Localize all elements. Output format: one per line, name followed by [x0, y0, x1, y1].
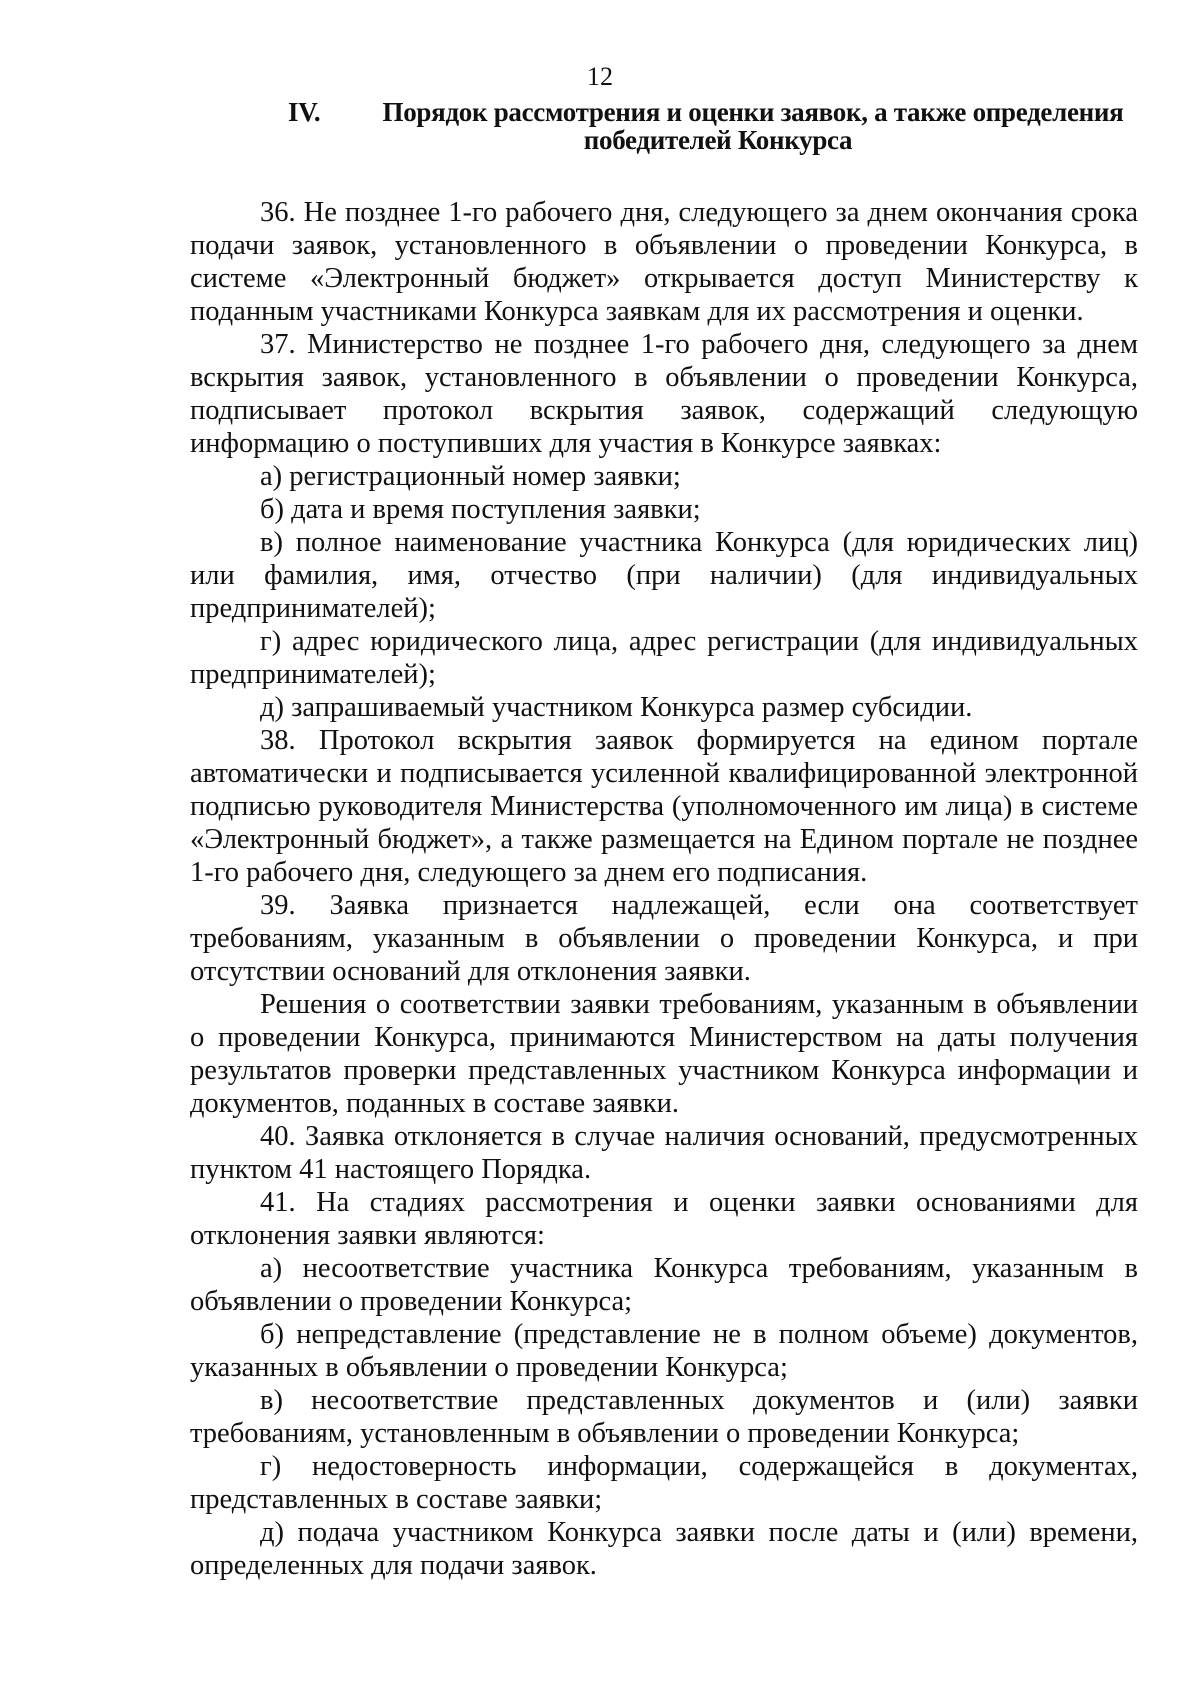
paragraph-37-item-b: б) дата и время поступления заявки;: [260, 494, 701, 525]
paragraph-41: 41. На стадиях рассмотрения и оценки заявки основаниями для отклонения заявки являются:: [190, 1187, 1138, 1251]
page-number: 12: [587, 62, 613, 91]
paragraph-41-item-a: а) несоответствие участника Конкурса требованиям, указанным в объявлении о проведении Конкурса;: [190, 1253, 1138, 1317]
section-number: IV.: [288, 97, 321, 127]
document-body: [190, 196, 1138, 1582]
paragraph-37: 37. Министерство не позднее 1-го рабочего дня, следующего за днем вскрытия заявок, установленного в объявлении о проведении Конкурса, подписывает протокол вскрытия заявок, содержащий следующую информацию о поступивших для участия в Конкурсе заявках:: [190, 329, 1138, 459]
section-heading: [288, 98, 1148, 154]
paragraph-41-item-v: в) несоответствие представленных документов и (или) заявки требованиям, установленным в объявлении о проведении Конкурса;: [190, 1385, 1138, 1449]
paragraph-41-item-d: д) подача участником Конкурса заявки после даты и (или) времени, определенных для подачи заявок.: [190, 1517, 1138, 1581]
paragraph-38: 38. Протокол вскрытия заявок формируется на едином портале автоматически и подписывается усиленной квалифицированной электронной подписью руководителя Министерства (уполномоченного им лица) в системе «Электронный бюджет», а также размещается на Едином портале не позднее 1-го рабочего дня, следующего за днем его подписания.: [190, 725, 1138, 888]
section-title-line-2: победителей Конкурса: [583, 125, 853, 155]
paragraph-39: 39. Заявка признается надлежащей, если она соответствует требованиям, указанным в объявлении о проведении Конкурса, и при отсутствии оснований для отклонения заявки.: [190, 890, 1138, 987]
paragraph-41-item-g: г) недостоверность информации, содержащейся в документах, представленных в составе заявки;: [190, 1451, 1138, 1515]
paragraph-37-item-a: а) регистрационный номер заявки;: [260, 461, 681, 492]
paragraph-37-item-g: г) адрес юридического лица, адрес регистрации (для индивидуальных предпринимателей);: [190, 626, 1138, 690]
paragraph-37-item-d: д) запрашиваемый участником Конкурса размер субсидии.: [260, 692, 973, 723]
paragraph-41-item-b: б) непредставление (представление не в полном объеме) документов, указанных в объявлении о проведении Конкурса;: [190, 1319, 1138, 1383]
paragraph-36: 36. Не позднее 1-го рабочего дня, следующего за днем окончания срока подачи заявок, установленного в объявлении о проведении Конкурса, в системе «Электронный бюджет» открывается доступ Министерству к поданным участниками Конкурса заявкам для их рассмотрения и оценки.: [190, 197, 1138, 327]
paragraph-40: 40. Заявка отклоняется в случае наличия оснований, предусмотренных пунктом 41 настоящего Порядка.: [190, 1121, 1138, 1185]
paragraph-37-item-v: в) полное наименование участника Конкурса (для юридических лиц) или фамилия, имя, отчество (при наличии) (для индивидуальных предпринимателей);: [190, 527, 1138, 624]
paragraph-39-decisions: Решения о соответствии заявки требованиям, указанным в объявлении о проведении Конкурса, принимаются Министерством на даты получения результатов проверки представленных участником Конкурса информации и документов, поданных в составе заявки.: [190, 989, 1138, 1119]
section-title-line-1: Порядок рассмотрения и оценки заявок, а также определения: [382, 97, 1124, 127]
